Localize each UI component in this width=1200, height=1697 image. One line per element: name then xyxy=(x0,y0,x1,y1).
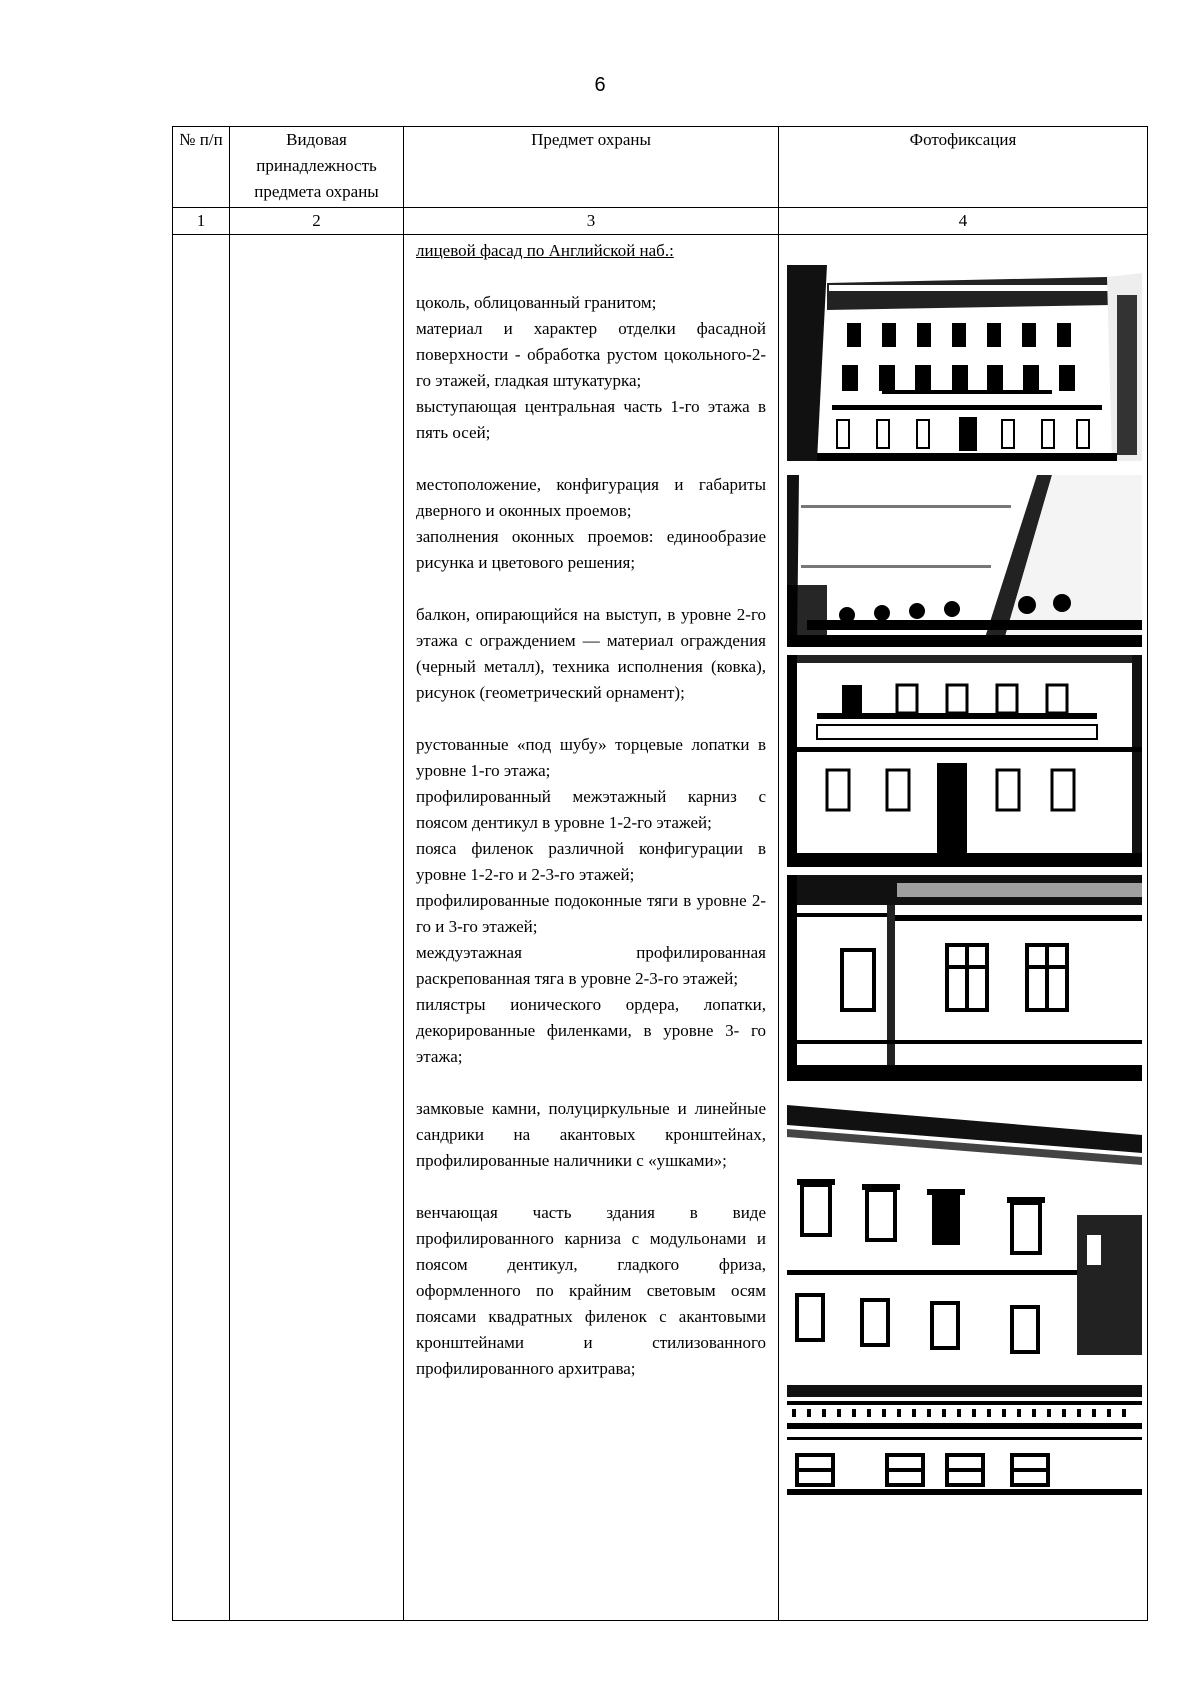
subject-item: цоколь, облицованный гранитом; xyxy=(416,293,657,312)
subject-item: рустованные «под шубу» торцевые лопатки в уровне 1-го этажа; xyxy=(416,735,766,780)
subject-item: выступающая центральная часть 1-го этажа в пять осей; xyxy=(416,397,766,442)
header-photo: Фотофиксация xyxy=(779,127,1148,208)
subject-item: междуэтажная профилированная раскрепованная тяга в уровне 2-3-го этажей; xyxy=(416,943,766,988)
column-number: 1 xyxy=(173,208,230,235)
header-subject: Предмет охраны xyxy=(404,127,779,208)
subject-item: заполнения оконных проемов: единообразие рисунка и цветового решения; xyxy=(416,527,766,572)
subject-item: замковые камни, полуциркульные и линейные сандрики на акантовых кронштейнах, профилированные наличники с «ушками»; xyxy=(416,1099,766,1170)
column-number: 3 xyxy=(404,208,779,235)
column-number: 2 xyxy=(230,208,404,235)
subject-item: материал и характер отделки фасадной поверхности - обработка рустом цокольного-2-го этажей, гладкая штукатурка; xyxy=(416,319,766,390)
balcony-entrance-photo xyxy=(787,655,1142,867)
page-number: 6 xyxy=(594,74,606,96)
subject-item: местоположение, конфигурация и габариты дверного и оконных проемов; xyxy=(416,475,766,520)
facade-photo xyxy=(787,265,1142,461)
header-category: Видовая принадлежность предмета охраны xyxy=(230,127,404,208)
subject-item: профилированные подоконные тяги в уровне 2-го и 3-го этажей; xyxy=(416,891,766,936)
column-number-row xyxy=(173,208,1148,235)
subject-item: пилястры ионического ордера, лопатки, декорированные филенками, в уровне 3- го этажа; xyxy=(416,995,766,1066)
facade-heading: лицевой фасад по Английской наб.: xyxy=(416,241,674,260)
header-number: № п/п xyxy=(173,127,230,208)
subject-item: венчающая часть здания в виде профилированного карниза с модульонами и поясом дентикул, гладкого фриза, оформленного по крайним световым осям поясами квадратных филенок с акантовыми кронштейнами и стилизованного профилированного архитрава; xyxy=(416,1203,766,1378)
subject-item: балкон, опирающийся на выступ, в уровне 2-го этажа с ограждением — материал ограждения (черный металл), техника исполнения (ковка), рисунок (геометрический орнамент); xyxy=(416,605,766,702)
windows-photo xyxy=(787,875,1142,1081)
balcony-photo xyxy=(787,475,1142,647)
column-number: 4 xyxy=(779,208,1148,235)
table-row xyxy=(173,235,1148,1621)
subject-item: пояса филенок различной конфигурации в уровне 1-2-го и 2-3-го этажей; xyxy=(416,839,766,884)
number-cell xyxy=(173,235,230,1621)
cornice-photo xyxy=(787,1375,1142,1495)
category-cell xyxy=(230,235,404,1621)
table-header-row xyxy=(173,127,1148,208)
protection-subject-table xyxy=(172,126,1148,1621)
photo-cell xyxy=(779,235,1148,1621)
subject-item: профилированный межэтажный карниз с поясом дентикул в уровне 1-2-го этажей; xyxy=(416,787,766,832)
upper-facade-photo xyxy=(787,1095,1142,1355)
subject-cell xyxy=(404,235,779,1621)
